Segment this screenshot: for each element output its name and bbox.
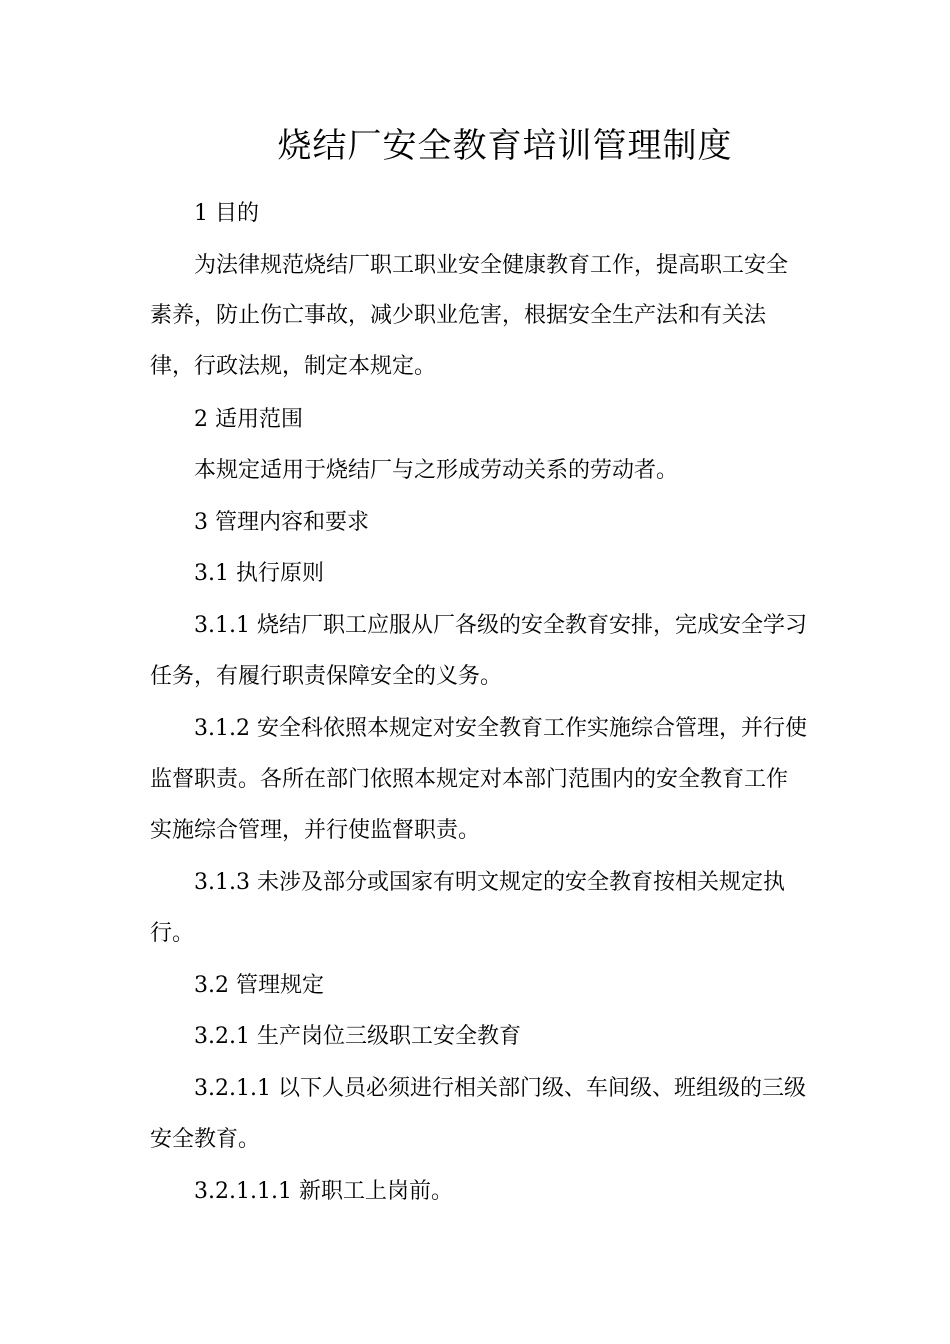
subsection-heading-3-1: 3.1 执行原则 (194, 561, 324, 586)
section-heading-2: 2 适用范围 (194, 407, 303, 432)
section-heading-1: 1 目的 (194, 201, 259, 226)
clause-line: 行。 (150, 921, 195, 946)
paragraph-line: 律，行政法规，制定本规定。 (150, 354, 437, 379)
clause-line: 3.2.1.1 以下人员必须进行相关部门级、车间级、班组级的三级 (194, 1076, 806, 1101)
document-title: 烧结厂安全教育培训管理制度 (277, 126, 733, 166)
paragraph-line: 本规定适用于烧结厂与之形成劳动关系的劳动者。 (194, 458, 679, 483)
clause-line: 安全教育。 (150, 1127, 261, 1152)
clause-line: 实施综合管理，并行使监督职责。 (150, 818, 481, 843)
paragraph-line: 为法律规范烧结厂职工职业安全健康教育工作，提高职工安全 (194, 253, 789, 278)
subsection-heading-3-2: 3.2 管理规定 (194, 973, 324, 998)
clause-line: 3.1.2 安全科依照本规定对安全教育工作实施综合管理，并行使 (194, 716, 807, 741)
clause-line: 3.2.1.1.1 新职工上岗前。 (194, 1179, 453, 1204)
clause-line: 3.1.3 未涉及部分或国家有明文规定的安全教育按相关规定执 (194, 870, 785, 895)
clause-line: 3.2.1 生产岗位三级职工安全教育 (194, 1024, 521, 1049)
clause-line: 监督职责。各所在部门依照本规定对本部门范围内的安全教育工作 (150, 767, 789, 792)
section-heading-3: 3 管理内容和要求 (194, 510, 369, 535)
clause-line: 任务，有履行职责保障安全的义务。 (150, 664, 503, 689)
paragraph-line: 素养，防止伤亡事故，减少职业危害，根据安全生产法和有关法 (150, 303, 767, 328)
clause-line: 3.1.1 烧结厂职工应服从厂各级的安全教育安排，完成安全学习 (194, 613, 807, 638)
